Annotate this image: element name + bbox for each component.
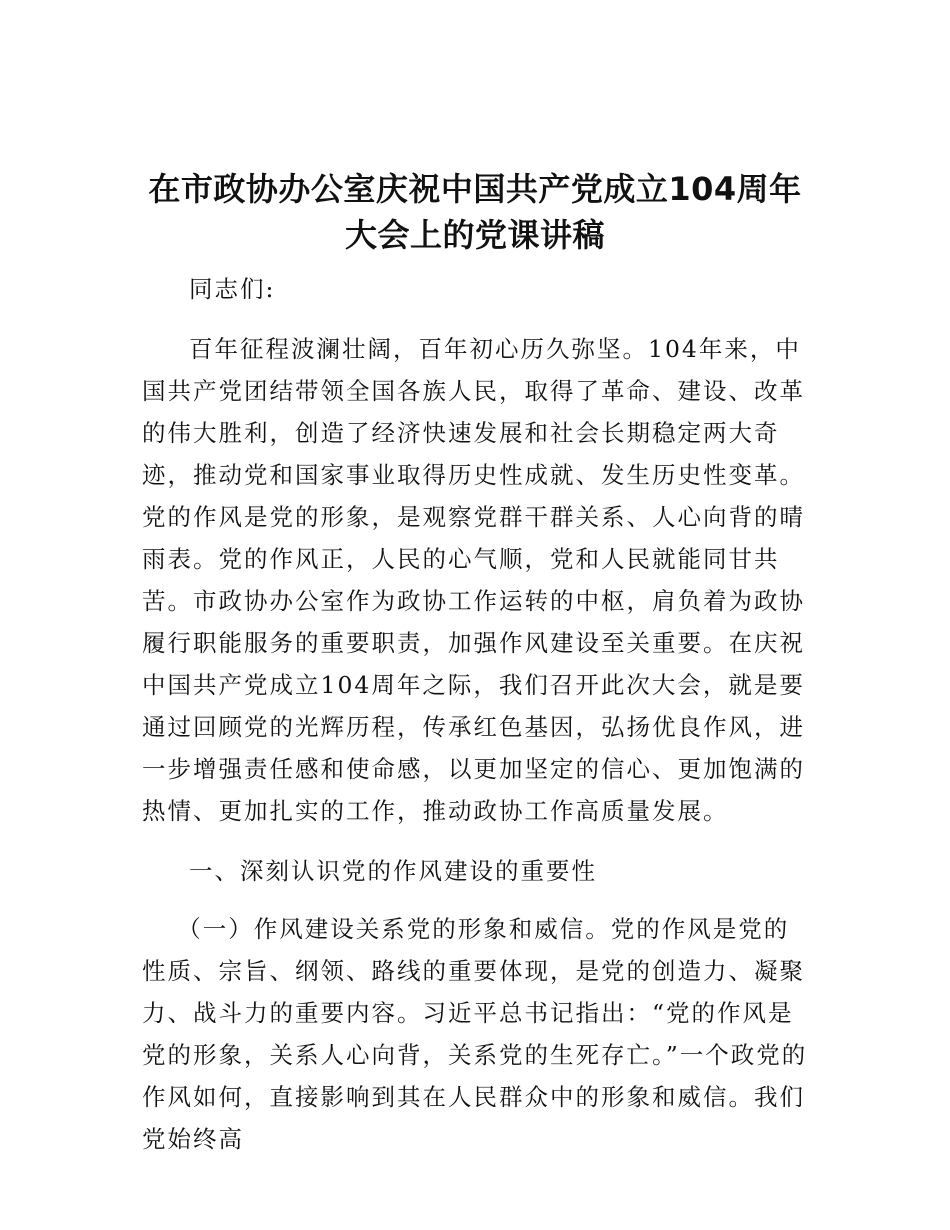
title-line-1: 在市政协办公室庆祝中国共产党成立104周年 xyxy=(148,170,802,208)
document-page xyxy=(142,166,808,1160)
salutation: 同志们: xyxy=(189,275,276,303)
document-body xyxy=(142,268,808,1160)
document-title xyxy=(142,166,808,258)
title-line-2: 大会上的党课讲稿 xyxy=(344,216,605,254)
intro-paragraph: 百年征程波澜壮阔，百年初心历久弥坚。104年来，中国共产党团结带领全国各族人民，取得了革命、建设、改革的伟大胜利，创造了经济快速发展和社会长期稳定两大奇迹，推动党和国家事业取得历史性成就、发生历史性变革。党的作风是党的形象，是观察党群干群关系、人心向背的晴雨表。党的作风正，人民的心气顺，党和人民就能同甘共苦。市政协办公室作为政协工作运转的中枢，肩负着为政协履行职能服务的重要职责，加强作风建设至关重要。在庆祝中国共产党成立104周年之际，我们召开此次大会，就是要通过回顾党的光辉历程，传承红色基因，弘扬优良作风，进一步增强责任感和使命感，以更加坚定的信心、更加饱满的热情、更加扎实的工作，推动政协工作高质量发展。 xyxy=(142,335,805,825)
subsection-paragraph-1: （一）作风建设关系党的形象和威信。党的作风是党的性质、宗旨、纲领、路线的重要体现，是党的创造力、凝聚力、战斗力的重要内容。习近平总书记指出：“党的作风是党的形象，关系人心向背，关系党的生死存亡。”一个政党的作风如何，直接影响到其在人民群众中的形象和威信。我们党始终高 xyxy=(142,915,808,1153)
section-heading-1: 一、深刻认识党的作风建设的重要性 xyxy=(189,857,597,885)
